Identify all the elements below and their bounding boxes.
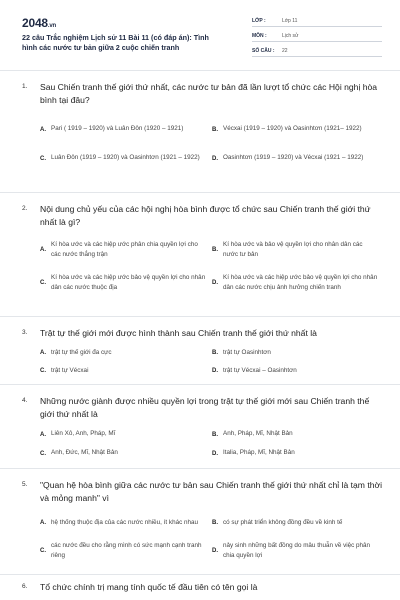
- question-4: [0, 385, 400, 469]
- option-letter: D.: [212, 155, 218, 162]
- option-text: Italia, Pháp, Mĩ, Nhật Bản: [223, 449, 295, 457]
- question-text: Tổ chức chính trị mang tính quốc tế đầu tiên có tên gọi là: [40, 582, 258, 592]
- option-d[interactable]: [212, 144, 384, 173]
- option-d[interactable]: [212, 265, 384, 301]
- logo-suffix: .vn: [47, 23, 56, 29]
- option-text: Luân Đôn (1919 – 1920) và Oasinhtơn (1921 – 1922): [51, 154, 200, 162]
- option-text: hệ thống thuộc địa của các nước nhiều, ít khác nhau: [51, 518, 198, 526]
- option-text: trật tự Vécxai: [51, 366, 89, 374]
- question-header: [22, 581, 384, 594]
- meta-row-count: [252, 44, 382, 57]
- option-text: Kí hòa ước và các hiệp ước bảo vệ quyền lợi cho nhân dân các nước chịu ảnh hưởng chiến tranh: [223, 273, 378, 291]
- option-letter: C.: [40, 450, 46, 457]
- option-d[interactable]: [212, 362, 384, 380]
- option-a[interactable]: [40, 115, 212, 144]
- answer-options: [22, 115, 384, 173]
- option-c[interactable]: [40, 265, 212, 301]
- option-letter: A.: [40, 247, 46, 253]
- question-3: [0, 317, 400, 385]
- option-b[interactable]: [212, 344, 384, 362]
- question-header: [22, 479, 384, 505]
- option-letter: B.: [212, 247, 218, 253]
- option-d[interactable]: [212, 444, 384, 463]
- question-number: 6.: [22, 583, 28, 590]
- option-letter: D.: [212, 280, 218, 286]
- option-letter: B.: [212, 431, 218, 438]
- option-c[interactable]: [40, 444, 212, 463]
- option-c[interactable]: [40, 362, 212, 380]
- option-letter: B.: [212, 126, 218, 133]
- meta-value: Lịch sử: [282, 33, 299, 39]
- option-a[interactable]: [40, 425, 212, 444]
- option-letter: B.: [212, 520, 218, 526]
- option-text: nảy sinh những bất đồng do mâu thuẫn về việc phân chia quyền lợi: [223, 541, 371, 559]
- logo-text: 2048: [22, 16, 48, 30]
- meta-row-subject: [252, 29, 382, 42]
- option-text: Pari ( 1919 – 1920) và Luân Đôn (1920 – 1921): [51, 125, 184, 133]
- option-letter: D.: [212, 450, 218, 457]
- option-b[interactable]: [212, 425, 384, 444]
- document-header: [0, 0, 400, 66]
- meta-value: 22: [282, 48, 288, 54]
- option-letter: A.: [40, 126, 46, 133]
- option-b[interactable]: [212, 235, 384, 265]
- option-letter: C.: [40, 368, 46, 374]
- option-text: trật tự Oasinhtơn: [223, 348, 271, 356]
- question-2: [0, 193, 400, 317]
- option-text: các nước đều cho rằng mình có sức mạnh cạnh tranh riêng: [51, 541, 202, 559]
- option-text: Kí hòa ước và bảo vệ quyền lợi cho nhân dân các nước tư bản: [223, 240, 363, 258]
- option-text: trật tự Vécxai – Oasinhtơn: [223, 366, 297, 374]
- document-title: 22 câu Trắc nghiệm Lịch sử 11 Bài 11 (có đáp án): Tình hình các nước tư bản giữa 2 cuộc chiến tranh: [22, 33, 209, 52]
- question-header: [22, 203, 384, 229]
- answer-options: [22, 425, 384, 463]
- option-b[interactable]: [212, 115, 384, 144]
- option-c[interactable]: [40, 537, 212, 565]
- question-text: Nội dung chủ yếu của các hội nghị hòa bình được tổ chức sau Chiến tranh thế giới thứ nhất là gì?: [40, 204, 371, 227]
- question-text: Sau Chiến tranh thế giới thứ nhất, các nước tư bản đã lần lượt tổ chức các Hội nghị hòa bình tại đâu?: [40, 82, 378, 105]
- option-letter: C.: [40, 548, 46, 554]
- option-a[interactable]: [40, 235, 212, 265]
- question-6: [0, 575, 400, 595]
- option-letter: C.: [40, 280, 46, 286]
- question-number: 5.: [22, 481, 28, 488]
- option-a[interactable]: [40, 509, 212, 537]
- answer-options: [22, 509, 384, 565]
- option-c[interactable]: [40, 144, 212, 173]
- question-text: Những nước giành được nhiều quyền lợi trong trật tự thế giới mới sau Chiến tranh thế giới thứ nhất là: [40, 396, 370, 419]
- question-text: Trật tự thế giới mới được hình thành sau Chiến tranh thế giới thứ nhất là: [40, 328, 317, 338]
- site-logo[interactable]: [22, 16, 56, 30]
- option-letter: C.: [40, 155, 46, 162]
- question-number: 4.: [22, 397, 28, 404]
- option-text: có sự phát triển không đồng đều về kinh tế: [223, 518, 343, 526]
- option-text: Oasinhtơn (1919 – 1920) và Vécxai (1921 – 1922): [223, 154, 364, 162]
- meta-label: LỚP :: [252, 18, 266, 24]
- question-number: 2.: [22, 205, 28, 212]
- option-a[interactable]: [40, 344, 212, 362]
- meta-label: MÔN :: [252, 33, 267, 39]
- question-text: "Quan hệ hòa bình giữa các nước tư bản sau Chiến tranh thế giới thứ nhất chỉ là tạm thời và mỏng manh" vì: [40, 480, 383, 503]
- meta-row-class: [252, 14, 382, 27]
- question-header: [22, 327, 384, 340]
- option-text: Vécxai (1919 – 1920) và Oasinhtơn (1921– 1922): [223, 125, 362, 133]
- option-letter: D.: [212, 548, 218, 554]
- option-text: trật tự thế giới đa cực: [51, 348, 112, 356]
- option-letter: A.: [40, 520, 46, 526]
- option-letter: A.: [40, 431, 46, 438]
- meta-value: Lớp 11: [282, 18, 298, 24]
- question-number: 3.: [22, 329, 28, 336]
- option-letter: A.: [40, 350, 46, 356]
- question-5: [0, 469, 400, 575]
- question-number: 1.: [22, 83, 28, 90]
- option-text: Anh, Pháp, Mĩ, Nhật Bản: [223, 430, 293, 438]
- option-text: Kí hòa ước và các hiệp ước phân chia quyền lợi cho các nước thắng trận: [51, 240, 198, 258]
- answer-options: [22, 344, 384, 380]
- question-header: [22, 81, 384, 107]
- question-header: [22, 395, 384, 421]
- option-d[interactable]: [212, 537, 384, 565]
- option-text: Liên Xô, Anh, Pháp, Mĩ: [51, 430, 116, 438]
- question-1: [0, 71, 400, 193]
- option-text: Anh, Đức, Mĩ, Nhật Bản: [51, 449, 118, 457]
- option-text: Kí hòa ước và các hiệp ước bảo vệ quyền lợi cho nhân dân các nước thuộc địa: [51, 273, 206, 291]
- answer-options: [22, 235, 384, 301]
- meta-label: SỐ CÂU :: [252, 48, 275, 54]
- document-meta: [252, 14, 382, 59]
- option-letter: B.: [212, 350, 218, 356]
- option-b[interactable]: [212, 509, 384, 537]
- option-letter: D.: [212, 368, 218, 374]
- question-list: [0, 71, 400, 595]
